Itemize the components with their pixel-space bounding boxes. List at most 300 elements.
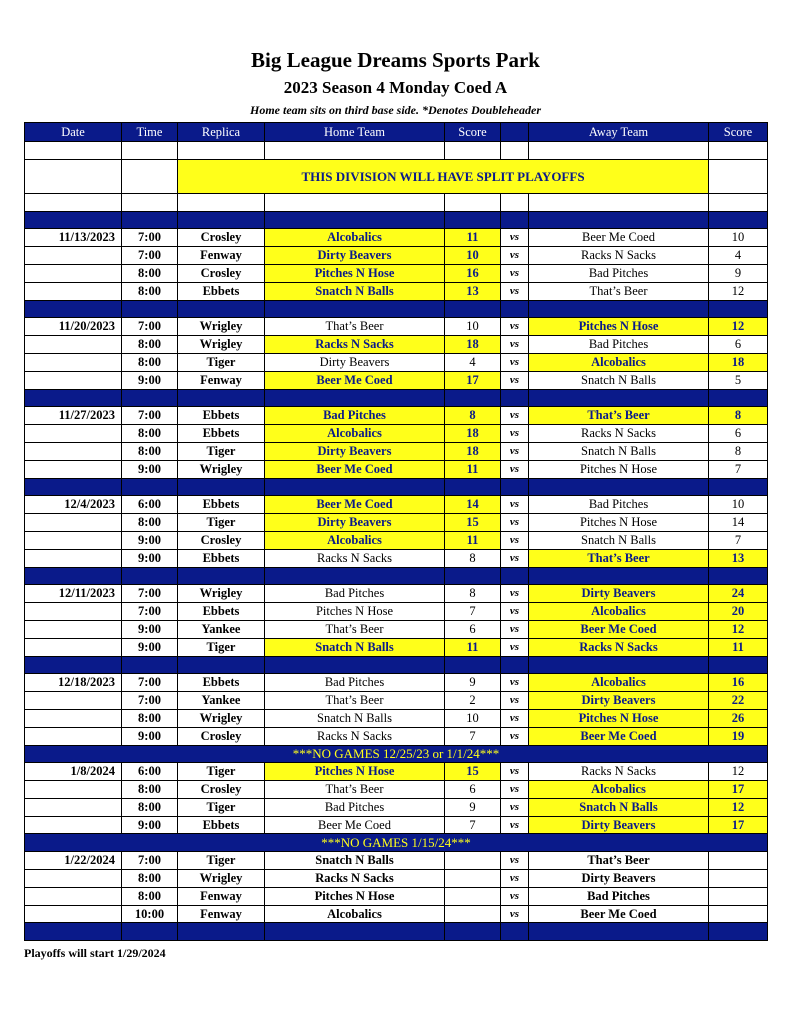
game-row [25,247,768,265]
empty-cell [25,905,122,923]
schedule-body [25,142,768,941]
col-home-team: Home Team [265,123,445,142]
separator-cell [25,211,122,229]
game-field: Tiger [178,852,265,870]
separator-cell [709,923,768,941]
vs-label: vs [501,763,529,781]
game-time: 8:00 [122,264,178,282]
home-team: That’s Beer [265,318,445,336]
game-row [25,442,768,460]
game-field: Ebbets [178,282,265,300]
home-team: Snatch N Balls [265,709,445,727]
game-field: Tiger [178,798,265,816]
away-score: 10 [709,496,768,514]
game-time: 8:00 [122,870,178,888]
away-team: Dirty Beavers [529,692,709,710]
away-score: 12 [709,798,768,816]
home-score: 7 [445,727,501,745]
col-home-score: Score [445,123,501,142]
separator-row [25,923,768,941]
home-team: Dirty Beavers [265,247,445,265]
separator-cell [178,923,265,941]
away-score: 4 [709,247,768,265]
separator-cell [122,656,178,674]
game-time: 9:00 [122,638,178,656]
separator-cell [529,656,709,674]
vs-label: vs [501,870,529,888]
away-team: Racks N Sacks [529,247,709,265]
home-score: 16 [445,264,501,282]
game-time: 7:00 [122,229,178,247]
home-score: 18 [445,442,501,460]
game-time: 7:00 [122,692,178,710]
empty-cell [25,727,122,745]
game-field: Fenway [178,905,265,923]
game-field: Ebbets [178,496,265,514]
away-score: 8 [709,442,768,460]
game-row [25,763,768,781]
empty-cell [529,142,709,160]
separator-cell [265,567,445,585]
game-field: Crosley [178,229,265,247]
game-row [25,727,768,745]
game-time: 8:00 [122,442,178,460]
home-team: Racks N Sacks [265,336,445,354]
home-score: 11 [445,460,501,478]
separator-cell [529,567,709,585]
game-field: Wrigley [178,318,265,336]
game-time: 7:00 [122,247,178,265]
game-date: 11/27/2023 [25,407,122,425]
empty-cell [25,638,122,656]
game-row [25,318,768,336]
separator-cell [265,211,445,229]
home-team: Pitches N Hose [265,264,445,282]
separator-cell [122,211,178,229]
separator-cell [529,211,709,229]
home-team: Snatch N Balls [265,638,445,656]
game-row [25,674,768,692]
separator-cell [445,300,501,318]
away-team: Alcobalics [529,674,709,692]
home-team: That’s Beer [265,692,445,710]
separator-row [25,567,768,585]
separator-cell [445,389,501,407]
home-score: 18 [445,425,501,443]
separator-cell [501,656,529,674]
empty-cell [709,159,768,193]
vs-label: vs [501,692,529,710]
game-field: Fenway [178,887,265,905]
separator-row [25,211,768,229]
home-team: Bad Pitches [265,674,445,692]
away-team: Snatch N Balls [529,442,709,460]
vs-label: vs [501,264,529,282]
empty-cell [445,193,501,211]
separator-cell [122,300,178,318]
empty-cell [25,159,122,193]
empty-cell [265,142,445,160]
game-field: Yankee [178,620,265,638]
home-team: Snatch N Balls [265,852,445,870]
empty-cell [265,193,445,211]
empty-cell [445,142,501,160]
home-team: That’s Beer [265,620,445,638]
vs-label: vs [501,620,529,638]
vs-label: vs [501,407,529,425]
empty-cell [178,142,265,160]
empty-cell [709,142,768,160]
vs-label: vs [501,603,529,621]
away-team: Racks N Sacks [529,638,709,656]
game-row [25,692,768,710]
game-date: 12/4/2023 [25,496,122,514]
separator-cell [529,300,709,318]
away-team: Dirty Beavers [529,585,709,603]
game-time: 8:00 [122,781,178,799]
separator-row [25,389,768,407]
away-team: Alcobalics [529,781,709,799]
game-field: Crosley [178,264,265,282]
vs-label: vs [501,336,529,354]
game-row [25,549,768,567]
col-replica: Replica [178,123,265,142]
game-row [25,603,768,621]
game-time: 8:00 [122,353,178,371]
empty-cell [25,336,122,354]
empty-cell [25,142,122,160]
home-team: Snatch N Balls [265,282,445,300]
away-team: Snatch N Balls [529,531,709,549]
separator-cell [501,478,529,496]
footer-note: Playoffs will start 1/29/2024 [24,946,166,960]
vs-label: vs [501,585,529,603]
game-row [25,798,768,816]
separator-cell [709,389,768,407]
empty-cell [25,531,122,549]
home-score: 11 [445,531,501,549]
col-away-score: Score [709,123,768,142]
vs-label: vs [501,887,529,905]
vs-label: vs [501,460,529,478]
game-field: Ebbets [178,549,265,567]
home-score: 10 [445,247,501,265]
separator-cell [445,567,501,585]
game-row [25,905,768,923]
away-score: 17 [709,781,768,799]
game-field: Crosley [178,781,265,799]
separator-cell [265,656,445,674]
away-team: Pitches N Hose [529,460,709,478]
separator-cell [529,923,709,941]
away-team: Beer Me Coed [529,620,709,638]
separator-row [25,656,768,674]
away-team: Dirty Beavers [529,870,709,888]
home-score: 6 [445,620,501,638]
empty-cell [122,193,178,211]
col-date: Date [25,123,122,142]
separator-cell [265,923,445,941]
separator-cell [501,300,529,318]
empty-cell [501,142,529,160]
home-score [445,870,501,888]
away-team: That’s Beer [529,282,709,300]
game-field: Ebbets [178,674,265,692]
game-row [25,264,768,282]
game-date: 1/22/2024 [25,852,122,870]
game-row [25,407,768,425]
home-score: 17 [445,371,501,389]
separator-cell [445,923,501,941]
game-field: Wrigley [178,870,265,888]
empty-cell [25,816,122,834]
game-time: 9:00 [122,460,178,478]
game-row [25,709,768,727]
game-time: 6:00 [122,496,178,514]
game-time: 9:00 [122,531,178,549]
no-games-notice: ***NO GAMES 12/25/23 or 1/1/24*** [25,745,768,763]
empty-cell [178,193,265,211]
empty-cell [25,549,122,567]
home-team: Alcobalics [265,229,445,247]
separator-cell [122,478,178,496]
game-row [25,620,768,638]
game-row [25,816,768,834]
home-team: Beer Me Coed [265,460,445,478]
separator-cell [709,300,768,318]
game-field: Fenway [178,371,265,389]
away-team: Pitches N Hose [529,709,709,727]
home-score: 2 [445,692,501,710]
game-field: Tiger [178,514,265,532]
vs-label: vs [501,816,529,834]
away-team: Pitches N Hose [529,514,709,532]
empty-cell [25,193,122,211]
empty-cell [25,709,122,727]
empty-cell [25,798,122,816]
vs-label: vs [501,709,529,727]
col-time: Time [122,123,178,142]
home-team: Dirty Beavers [265,442,445,460]
away-score: 12 [709,318,768,336]
away-score: 16 [709,674,768,692]
vs-label: vs [501,638,529,656]
game-time: 8:00 [122,798,178,816]
empty-cell [25,781,122,799]
separator-cell [709,656,768,674]
separator-cell [178,478,265,496]
away-team: Dirty Beavers [529,816,709,834]
away-team: That’s Beer [529,549,709,567]
away-team: Beer Me Coed [529,229,709,247]
away-team: Bad Pitches [529,336,709,354]
game-time: 8:00 [122,709,178,727]
game-field: Wrigley [178,336,265,354]
home-score: 9 [445,798,501,816]
away-score: 6 [709,425,768,443]
separator-cell [709,211,768,229]
no-games-notice: ***NO GAMES 1/15/24*** [25,834,768,852]
separator-cell [501,211,529,229]
vs-label: vs [501,549,529,567]
page-subtitle: 2023 Season 4 Monday Coed A [283,78,508,97]
away-score: 10 [709,229,768,247]
home-team: Alcobalics [265,425,445,443]
home-score [445,852,501,870]
separator-cell [265,478,445,496]
empty-cell [529,193,709,211]
vs-label: vs [501,282,529,300]
away-team: Bad Pitches [529,264,709,282]
game-field: Fenway [178,247,265,265]
home-team: Bad Pitches [265,407,445,425]
vs-label: vs [501,318,529,336]
game-time: 9:00 [122,727,178,745]
home-team: Pitches N Hose [265,763,445,781]
away-team: Beer Me Coed [529,905,709,923]
game-time: 8:00 [122,887,178,905]
game-date: 12/18/2023 [25,674,122,692]
vs-label: vs [501,229,529,247]
game-time: 9:00 [122,620,178,638]
separator-cell [25,656,122,674]
separator-cell [178,656,265,674]
vs-label: vs [501,514,529,532]
separator-cell [529,389,709,407]
game-row [25,638,768,656]
game-time: 8:00 [122,282,178,300]
empty-cell [25,442,122,460]
home-score: 15 [445,514,501,532]
notice-row [25,834,768,852]
game-field: Ebbets [178,603,265,621]
empty-cell [25,620,122,638]
col-vs [501,123,529,142]
home-team: Bad Pitches [265,585,445,603]
home-team: Racks N Sacks [265,549,445,567]
away-score: 14 [709,514,768,532]
vs-label: vs [501,425,529,443]
home-team: Beer Me Coed [265,816,445,834]
home-score: 11 [445,638,501,656]
separator-cell [122,567,178,585]
game-field: Ebbets [178,425,265,443]
home-score: 8 [445,549,501,567]
separator-cell [709,478,768,496]
home-score: 8 [445,407,501,425]
home-score [445,905,501,923]
vs-label: vs [501,674,529,692]
separator-cell [445,211,501,229]
away-team: Snatch N Balls [529,371,709,389]
game-time: 10:00 [122,905,178,923]
game-row [25,531,768,549]
separator-cell [529,478,709,496]
separator-cell [178,389,265,407]
empty-cell [25,264,122,282]
game-field: Ebbets [178,407,265,425]
game-field: Tiger [178,638,265,656]
game-time: 7:00 [122,585,178,603]
away-team: Alcobalics [529,353,709,371]
empty-cell [25,692,122,710]
home-team: Alcobalics [265,905,445,923]
away-team: Racks N Sacks [529,425,709,443]
blank-row [25,193,768,211]
away-score: 12 [709,763,768,781]
home-team: Racks N Sacks [265,727,445,745]
separator-cell [501,923,529,941]
game-row [25,870,768,888]
game-row [25,460,768,478]
home-score: 7 [445,816,501,834]
away-score: 20 [709,603,768,621]
home-score: 18 [445,336,501,354]
game-time: 9:00 [122,371,178,389]
home-team: Alcobalics [265,531,445,549]
separator-cell [122,923,178,941]
separator-cell [178,300,265,318]
game-time: 9:00 [122,816,178,834]
separator-cell [25,567,122,585]
empty-cell [25,247,122,265]
separator-cell [25,478,122,496]
empty-cell [25,371,122,389]
separator-cell [445,478,501,496]
game-field: Wrigley [178,709,265,727]
empty-cell [25,282,122,300]
home-team: Dirty Beavers [265,514,445,532]
game-field: Wrigley [178,460,265,478]
game-date: 1/8/2024 [25,763,122,781]
away-score: 17 [709,816,768,834]
game-field: Tiger [178,442,265,460]
separator-cell [178,567,265,585]
separator-cell [501,567,529,585]
game-time: 7:00 [122,852,178,870]
vs-label: vs [501,496,529,514]
vs-label: vs [501,905,529,923]
empty-cell [25,353,122,371]
home-team: Bad Pitches [265,798,445,816]
game-row [25,585,768,603]
blank-row [25,142,768,160]
game-field: Tiger [178,353,265,371]
away-team: That’s Beer [529,407,709,425]
home-team: Pitches N Hose [265,887,445,905]
banner-row [25,159,768,193]
home-score: 7 [445,603,501,621]
home-score: 10 [445,709,501,727]
away-team: Beer Me Coed [529,727,709,745]
away-score: 26 [709,709,768,727]
empty-cell [25,460,122,478]
game-time: 6:00 [122,763,178,781]
separator-cell [265,389,445,407]
separator-cell [25,300,122,318]
separator-cell [709,567,768,585]
separator-cell [265,300,445,318]
home-team: Racks N Sacks [265,870,445,888]
home-team: That’s Beer [265,781,445,799]
away-score: 5 [709,371,768,389]
empty-cell [501,193,529,211]
home-score [445,887,501,905]
separator-cell [25,923,122,941]
vs-label: vs [501,353,529,371]
game-row [25,371,768,389]
away-score [709,852,768,870]
